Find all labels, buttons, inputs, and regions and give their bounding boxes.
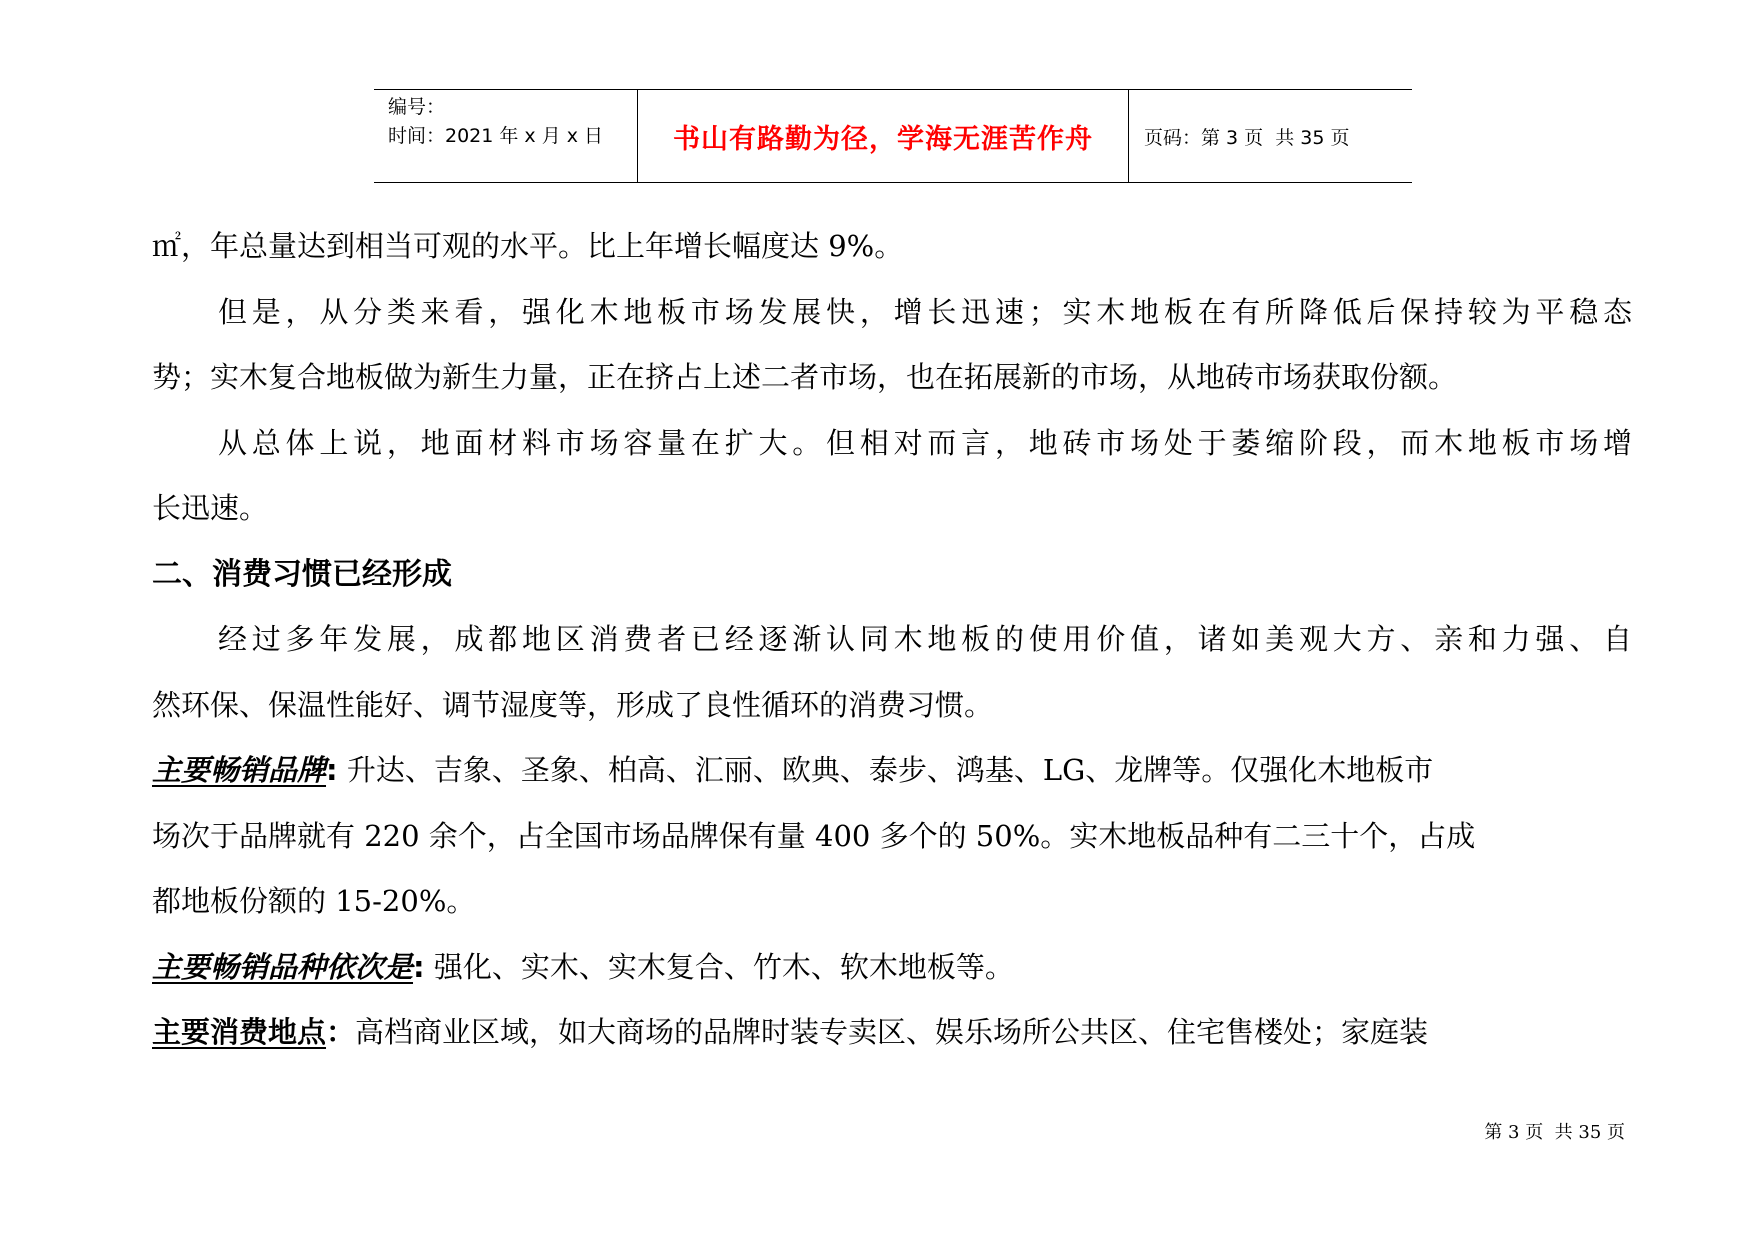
header-page-label: 页码：第 3 页 共 35 页 (1144, 126, 1350, 149)
places-colon: ： (326, 1015, 356, 1049)
paragraph-line: 经过多年发展，成都地区消费者已经逐渐认同木地板的使用价值，诸如美观大方、亲和力强、自 (218, 622, 1632, 656)
brands-colon: : (326, 753, 338, 787)
places-label: 主要消费地点 (152, 1015, 327, 1049)
header-motto: 书山有路勤为径，学海无涯苦作舟 (638, 90, 1129, 182)
document-body (152, 214, 1632, 1066)
paragraph-line: 从总体上说，地面材料市场容量在扩大。但相对而言，地砖市场处于萎缩阶段，而木地板市场增 (218, 425, 1632, 460)
places-line (152, 1000, 1632, 1066)
header-time: 时间：2021 年 x 月 x 日 (388, 125, 604, 147)
brands-line (152, 738, 1632, 804)
paragraph-line: ㎡，年总量达到相当可观的水平。比上年增长幅度达 9%。 (152, 229, 904, 263)
section-heading: 二、消费习惯已经形成 (152, 556, 452, 592)
varieties-line (152, 935, 1632, 1001)
brands-text: 升达、吉象、圣象、柏高、汇丽、欧典、泰步、鸿基、LG、龙牌等。仅强化木地板市 (346, 753, 1434, 787)
paragraph-line: 然环保、保温性能好、调节湿度等，形成了良性循环的消费习惯。 (152, 687, 994, 722)
paragraph-line: 长迅速。 (152, 491, 269, 525)
page-footer: 第 3 页 共 35 页 (1484, 1122, 1625, 1143)
varieties-text: 强化、实木、实木复合、竹木、软木地板等。 (433, 949, 1014, 984)
varieties-label: 主要畅销品种依次是 (152, 949, 414, 984)
paragraph-line: 场次于品牌就有 220 余个，占全国市场品牌保有量 400 多个的 50%。实木地板品种有二三十个，占成 (152, 818, 1476, 853)
paragraph-line: 势；实木复合地板做为新生力量，正在挤占上述二者市场，也在拓展新的市场，从地砖市场获取份额。 (152, 360, 1458, 394)
header-meta (374, 90, 638, 182)
places-text: 高档商业区域，如大商场的品牌时装专卖区、娱乐场所公共区、住宅售楼处；家庭装 (355, 1015, 1429, 1049)
paragraph-line: 都地板份额的 15-20%。 (152, 884, 476, 918)
varieties-colon: : (413, 949, 425, 984)
header-number: 编号： (388, 96, 446, 118)
page-header (374, 89, 1412, 183)
header-page-info (1129, 90, 1412, 182)
paragraph-line: 但是，从分类来看，强化木地板市场发展快，增长迅速；实木地板在有所降低后保持较为平稳态 (218, 294, 1632, 329)
brands-label: 主要畅销品牌 (152, 753, 327, 787)
